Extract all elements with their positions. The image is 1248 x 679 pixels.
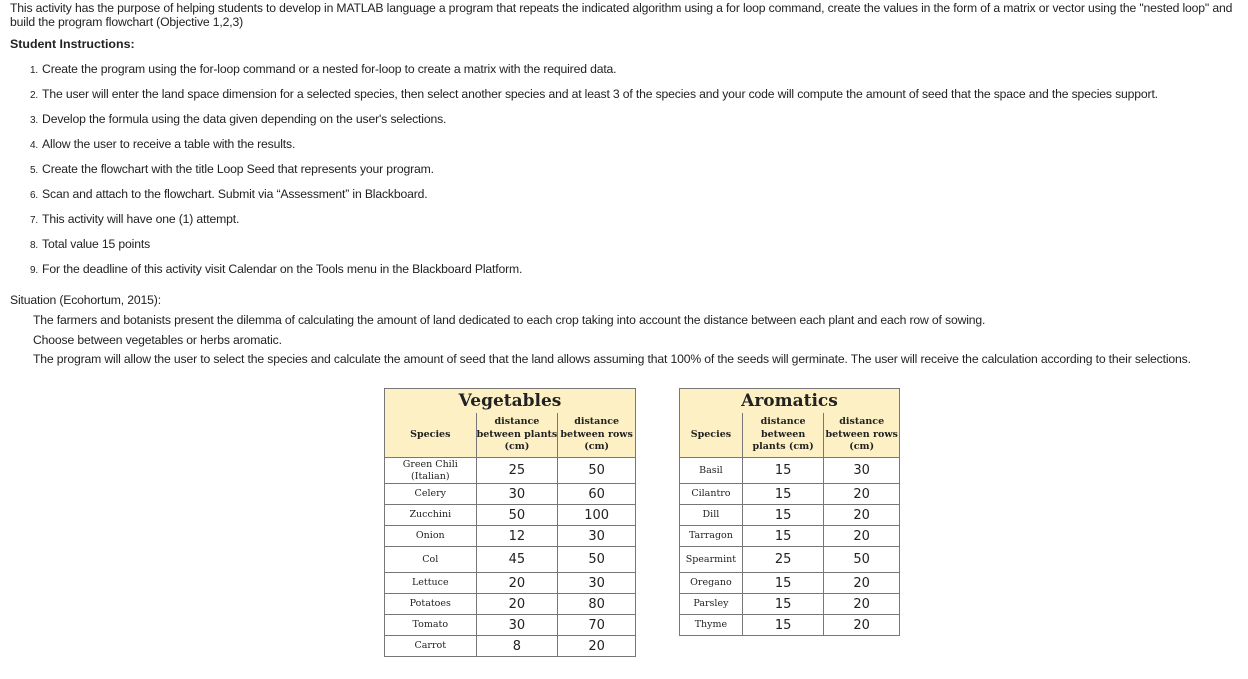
species-cell: Green Chili (Italian) — [385, 458, 477, 484]
table-row — [385, 484, 636, 505]
species-cell: Dill — [680, 505, 743, 526]
instruction-step: 4. Allow the user to receive a table with the results. — [30, 137, 296, 151]
instruction-step: 2. The user will enter the land space dimension for a selected species, then select another species and at least 3 of the species and your code will compute the amount of seed that the space and the species support. — [30, 87, 1158, 101]
instruction-step: 3. Develop the formula using the data given depending on the user's selections. — [30, 112, 447, 126]
vegetables-table — [384, 388, 636, 657]
species-cell: Potatoes — [385, 594, 477, 615]
species-cell: Thyme — [680, 615, 743, 636]
table-row — [680, 594, 900, 615]
row-distance-cell: 20 — [824, 526, 900, 547]
row-distance-cell: 20 — [824, 505, 900, 526]
situation-line: The farmers and botanists present the dilemma of calculating the amount of land dedicated to each crop taking into account the distance between each plant and each row of sowing. — [33, 313, 986, 327]
situation-heading: Situation (Ecohortum, 2015): — [10, 293, 161, 307]
row-distance-cell: 50 — [558, 458, 636, 484]
column-header: distance between plants (cm) — [742, 413, 824, 458]
row-distance-cell: 20 — [824, 573, 900, 594]
row-distance-cell: 70 — [558, 615, 636, 636]
table-row — [680, 547, 900, 573]
species-cell: Zucchini — [385, 505, 477, 526]
plant-distance-cell: 12 — [476, 526, 558, 547]
instruction-step: 7. This activity will have one (1) attempt. — [30, 212, 240, 226]
intro-paragraph: This activity has the purpose of helping students to develop in MATLAB language a program that repeats the indicated algorithm using a for loop command, create the values in the form of a matrix or vector using the "nested loop" and build the program flowchart (Objective 1,2,3) — [10, 1, 1233, 29]
row-distance-cell: 20 — [824, 615, 900, 636]
column-header: distance between plants (cm) — [476, 413, 558, 458]
situation-text — [33, 313, 1191, 372]
row-distance-cell: 100 — [558, 505, 636, 526]
column-header: Species — [680, 413, 743, 458]
table-row — [385, 505, 636, 526]
aromatics-table — [679, 388, 900, 636]
table-row — [385, 573, 636, 594]
instructions-heading: Student Instructions: — [10, 37, 135, 51]
table-row — [385, 547, 636, 573]
table-row — [385, 458, 636, 484]
table-row — [680, 458, 900, 484]
species-cell: Parsley — [680, 594, 743, 615]
plant-distance-cell: 15 — [742, 594, 824, 615]
row-distance-cell: 50 — [824, 547, 900, 573]
row-distance-cell: 50 — [558, 547, 636, 573]
row-distance-cell: 30 — [558, 526, 636, 547]
plant-distance-cell: 15 — [742, 615, 824, 636]
table-row — [680, 484, 900, 505]
table-row — [680, 526, 900, 547]
vegetables-body — [385, 458, 636, 657]
instructions-list — [30, 62, 1158, 287]
instruction-step: 6. Scan and attach to the flowchart. Submit via “Assessment” in Blackboard. — [30, 187, 428, 201]
plant-distance-cell: 50 — [476, 505, 558, 526]
species-cell: Lettuce — [385, 573, 477, 594]
species-cell: Tomato — [385, 615, 477, 636]
column-header: Species — [385, 413, 477, 458]
species-cell: Cilantro — [680, 484, 743, 505]
table-row — [385, 594, 636, 615]
plant-distance-cell: 25 — [476, 458, 558, 484]
column-header: distance between rows (cm) — [558, 413, 636, 458]
species-cell: Tarragon — [680, 526, 743, 547]
plant-distance-cell: 8 — [476, 636, 558, 657]
instruction-step: 9. For the deadline of this activity visit Calendar on the Tools menu in the Blackboard Platform. — [30, 262, 523, 276]
table-row — [680, 505, 900, 526]
species-cell: Onion — [385, 526, 477, 547]
species-cell: Spearmint — [680, 547, 743, 573]
situation-line: Choose between vegetables or herbs aromatic. — [33, 332, 282, 347]
plant-distance-cell: 15 — [742, 458, 824, 484]
table-row — [680, 573, 900, 594]
row-distance-cell: 20 — [824, 594, 900, 615]
aromatics-body — [680, 458, 900, 636]
plant-distance-cell: 20 — [476, 573, 558, 594]
species-cell: Basil — [680, 458, 743, 484]
row-distance-cell: 30 — [558, 573, 636, 594]
column-header: distance between rows (cm) — [824, 413, 900, 458]
vegetables-title: Vegetables — [385, 389, 636, 414]
plant-distance-cell: 30 — [476, 484, 558, 505]
plant-distance-cell: 20 — [476, 594, 558, 615]
plant-distance-cell: 15 — [742, 505, 824, 526]
species-cell: Celery — [385, 484, 477, 505]
species-cell: Carrot — [385, 636, 477, 657]
aromatics-title: Aromatics — [680, 389, 900, 414]
plant-distance-cell: 30 — [476, 615, 558, 636]
plant-distance-cell: 25 — [742, 547, 824, 573]
plant-distance-cell: 15 — [742, 573, 824, 594]
row-distance-cell: 80 — [558, 594, 636, 615]
table-row — [385, 615, 636, 636]
species-cell: Oregano — [680, 573, 743, 594]
instruction-step: 5. Create the flowchart with the title Loop Seed that represents your program. — [30, 162, 434, 176]
species-cell: Col — [385, 547, 477, 573]
table-row — [680, 615, 900, 636]
instruction-step: 8. Total value 15 points — [30, 237, 151, 251]
plant-distance-cell: 15 — [742, 484, 824, 505]
plant-distance-cell: 45 — [476, 547, 558, 573]
plant-distance-cell: 15 — [742, 526, 824, 547]
row-distance-cell: 20 — [558, 636, 636, 657]
row-distance-cell: 30 — [824, 458, 900, 484]
row-distance-cell: 20 — [824, 484, 900, 505]
row-distance-cell: 60 — [558, 484, 636, 505]
table-row — [385, 526, 636, 547]
table-row — [385, 636, 636, 657]
instruction-step: 1. Create the program using the for-loop command or a nested for-loop to create a matrix with the required data. — [30, 62, 617, 76]
situation-line: The program will allow the user to select the species and calculate the amount of seed that the land allows assuming that 100% of the seeds will germinate. The user will receive the calculation according to their selections. — [33, 352, 1191, 366]
